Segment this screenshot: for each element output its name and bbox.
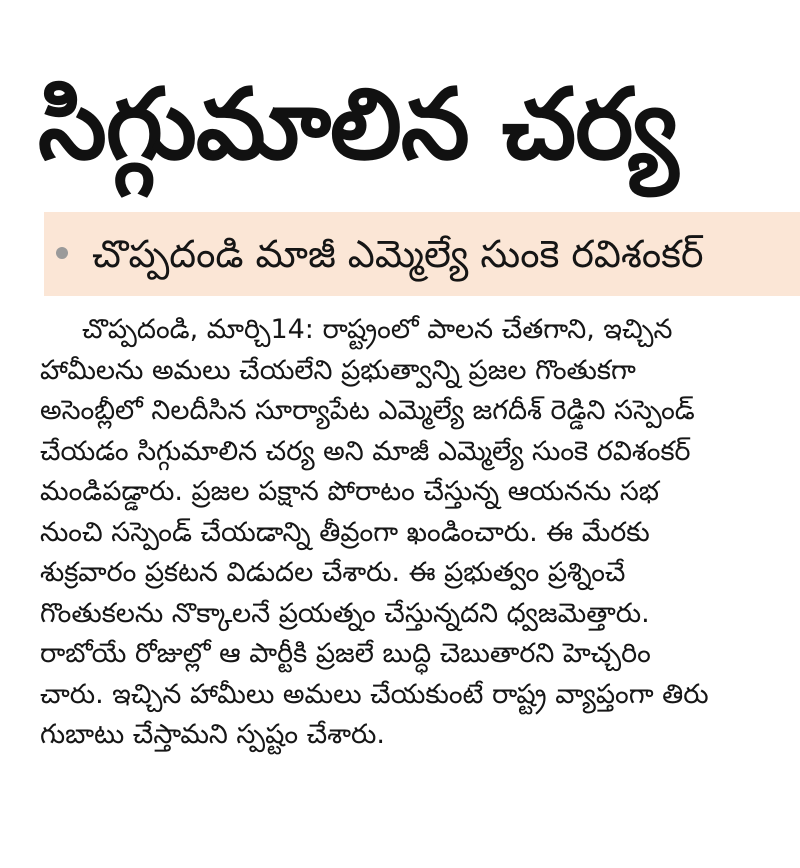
- body-line: మండిపడ్డారు. ప్రజల పక్షాన పోరాటం చేస్తున్న ఆయనను సభ: [40, 476, 660, 507]
- body-line: చేయడం సిగ్గుమాలిన చర్య అని మాజీ ఎమ్మెల్యే సుంకె రవిశంకర్: [40, 435, 691, 467]
- subheading-text: చొప్పదండి మాజీ ఎమ్మెల్యే సుంకె రవిశంకర్: [92, 232, 704, 276]
- subheading-banner: [44, 212, 800, 296]
- body-line: అసెంబ్లీలో నిలదీసిన సూర్యాపేట ఎమ్మెల్యే జగదీశ్ రెడ్డిని సస్పెండ్: [40, 395, 695, 426]
- body-line: శుక్రవారం ప్రకటన విడుదల చేశారు. ఈ ప్రభుత్వం ప్రశ్నించే: [40, 557, 626, 588]
- body-line: గొంతుకలను నొక్కాలనే ప్రయత్నం చేస్తున్నదని ధ్వజమెత్తారు.: [40, 597, 650, 629]
- bullet-dot-icon: [56, 247, 68, 259]
- article-body: [40, 310, 800, 756]
- body-line: రాబోయే రోజుల్లో ఆ పార్టీకి ప్రజలే బుద్ధి చెబుతారని హెచ్చరిం: [40, 638, 651, 669]
- body-line: చారు. ఇచ్చిన హామీలు అమలు చేయకుంటే రాష్ట్ర వ్యాప్తంగా తిరు: [40, 678, 709, 710]
- body-line: గుబాటు చేస్తామని స్పష్టం చేశారు.: [40, 719, 385, 750]
- body-line: చొప్పదండి, మార్చి14: రాష్ట్రంలో పాలన చేతగాని, ఇచ్చిన: [82, 314, 673, 345]
- headline: సిగ్గుమాలిన చర్య: [38, 68, 678, 182]
- body-line: హామీలను అమలు చేయలేని ప్రభుత్వాన్ని ప్రజల గొంతుకగా: [40, 354, 636, 386]
- body-line: నుంచి సస్పెండ్ చేయడాన్ని తీవ్రంగా ఖండించారు. ఈ మేరకు: [40, 516, 650, 548]
